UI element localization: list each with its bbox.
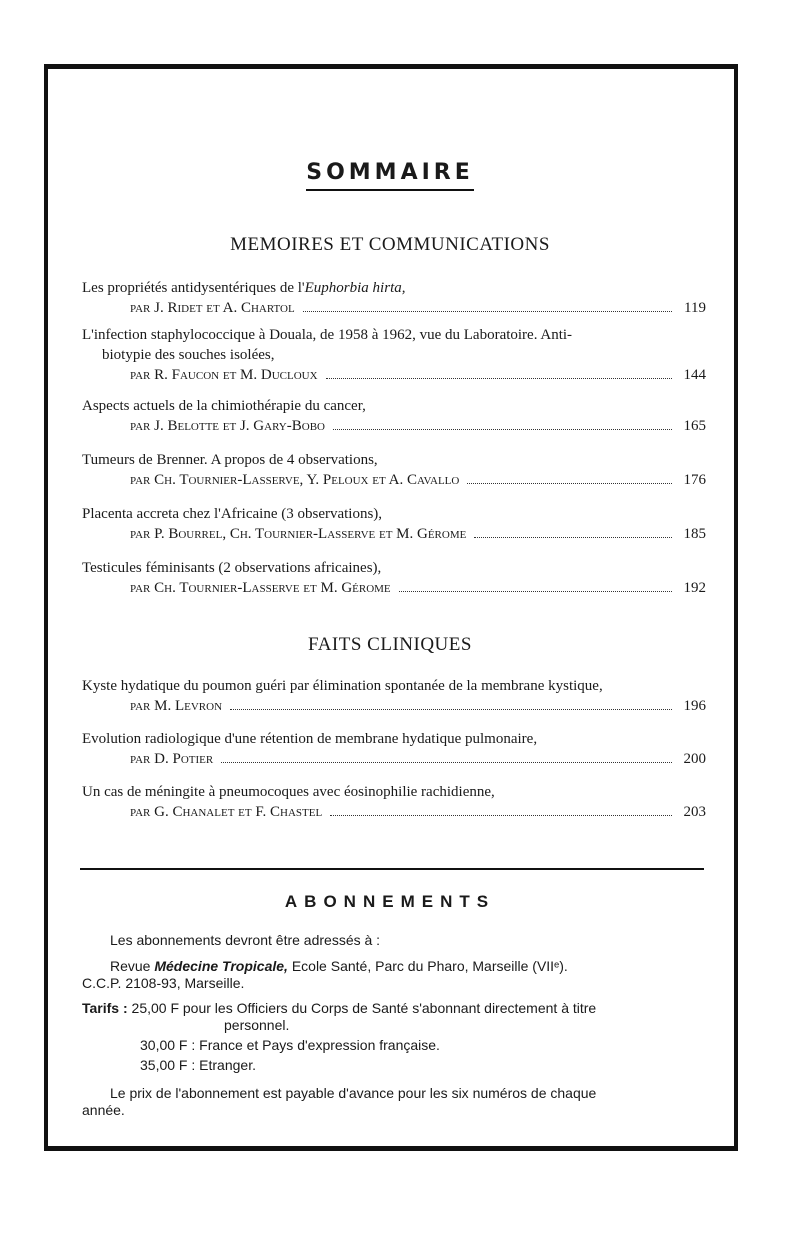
leader-dots xyxy=(230,709,672,710)
toc-entry-byline xyxy=(82,416,706,436)
toc-entry xyxy=(82,729,706,769)
toc-entry-page: 144 xyxy=(683,367,706,383)
abonnements-footer-cont: année. xyxy=(82,1102,125,1118)
toc-entry xyxy=(82,504,706,544)
abonnements-intro-text: Les abonnements devront être adressés à : xyxy=(110,932,381,948)
toc-entry-authors: par Ch. Tournier-Lasserve et M. Gérome xyxy=(130,580,391,596)
toc-entry-authors: par G. Chanalet et F. Chastel xyxy=(130,804,323,820)
toc-entry-authors: par D. Potier xyxy=(130,751,214,767)
tarif-line-1-cont: personnel. xyxy=(224,1017,290,1033)
leader-dots xyxy=(326,378,672,379)
toc-entry xyxy=(82,676,706,716)
frame-bottom-rule xyxy=(44,1146,738,1151)
toc-entry-title: Testicules féminisants (2 observations africaines), xyxy=(82,560,382,576)
section-heading-memoires: MEMOIRES ET COMMUNICATIONS xyxy=(230,234,550,255)
toc-entry-page: 185 xyxy=(683,526,706,542)
toc-entry-title: Evolution radiologique d'une rétention de membrane hydatique pulmonaire, xyxy=(82,731,538,747)
toc-entry-page: 165 xyxy=(683,418,706,434)
section-heading-faits: FAITS CLINIQUES xyxy=(308,634,472,655)
toc-entry xyxy=(82,782,706,822)
tarif-line-2: 30,00 F : France et Pays d'expression française. xyxy=(140,1037,440,1053)
toc-entry-authors: par J. Ridet et A. Chartol xyxy=(130,300,295,316)
abonnements-footer xyxy=(82,1085,704,1119)
toc-entry-title: L'infection staphylococcique à Douala, de 1958 à 1962, vue du Laboratoire. Anti- xyxy=(82,327,573,343)
toc-entry-byline xyxy=(82,802,706,822)
toc-entry-title: Un cas de méningite à pneumocoques avec éosinophilie rachidienne, xyxy=(82,784,495,800)
toc-entry-byline xyxy=(82,696,706,716)
toc-entry-page: 203 xyxy=(683,804,706,820)
leader-dots xyxy=(474,537,672,538)
abonnements-title: ABONNEMENTS xyxy=(284,892,496,911)
toc-entry-authors: par J. Belotte et J. Gary-Bobo xyxy=(130,418,325,434)
abonnements-tarifs xyxy=(82,1000,704,1074)
toc-entry-page: 192 xyxy=(683,580,706,596)
abonnements-ccp: C.C.P. 2108-93, Marseille. xyxy=(82,975,245,991)
page-title xyxy=(0,160,780,191)
toc-entry-title-cont: biotypie des souches isolées, xyxy=(102,347,275,363)
abonnements-address-line: Revue Médecine Tropicale, Ecole Santé, Parc du Pharo, Marseille (VIIᵉ). xyxy=(110,958,568,974)
toc-entry-byline xyxy=(82,470,706,490)
toc-entry-title: Les propriétés antidysentériques de l'Euphorbia hirta, xyxy=(82,280,406,296)
tarif-line-1: Tarifs : 25,00 F pour les Officiers du Corps de Santé s'abonnant directement à titre xyxy=(82,1000,597,1016)
toc-entry-byline xyxy=(82,298,706,318)
frame-right-rule xyxy=(734,64,738,1151)
toc-entry-authors: par R. Faucon et M. Ducloux xyxy=(130,367,318,383)
leader-dots xyxy=(330,815,672,816)
abonnements-address xyxy=(82,958,704,992)
toc-entry xyxy=(82,558,706,598)
frame-top-rule xyxy=(44,64,738,69)
toc-entry-title: Kyste hydatique du poumon guéri par élimination spontanée de la membrane kystique, xyxy=(82,678,603,694)
toc-entry-authors: par Ch. Tournier-Lasserve, Y. Peloux et A. Cavallo xyxy=(130,472,460,488)
toc-entry-page: 119 xyxy=(684,300,706,316)
toc-entry-byline xyxy=(82,578,706,598)
tarif-line-3: 35,00 F : Etranger. xyxy=(140,1057,256,1073)
abonnements-footer-text: Le prix de l'abonnement est payable d'avance pour les six numéros de chaque xyxy=(110,1085,597,1101)
toc-entry-page: 200 xyxy=(683,751,706,767)
page-title-text: SOMMAIRE xyxy=(306,160,474,191)
toc-entry-byline xyxy=(82,749,706,769)
toc-entry xyxy=(82,396,706,436)
toc-entry xyxy=(82,450,706,490)
abonnements-intro xyxy=(82,932,704,949)
frame-left-rule xyxy=(44,64,48,1151)
toc-entry-title: Placenta accreta chez l'Africaine (3 observations), xyxy=(82,506,383,522)
leader-dots xyxy=(303,311,672,312)
leader-dots xyxy=(333,429,672,430)
toc-entry-authors: par M. Levron xyxy=(130,698,223,714)
toc-entry-title: Aspects actuels de la chimiothérapie du cancer, xyxy=(82,398,366,414)
toc-entry-authors: par P. Bourrel, Ch. Tournier-Lasserve et M. Gérome xyxy=(130,526,467,542)
section-divider xyxy=(80,868,704,870)
leader-dots xyxy=(399,591,672,592)
toc-entry xyxy=(82,278,706,318)
toc-entry-page: 196 xyxy=(683,698,706,714)
toc-entry-title: Tumeurs de Brenner. A propos de 4 observations, xyxy=(82,452,378,468)
leader-dots xyxy=(467,483,672,484)
leader-dots xyxy=(221,762,672,763)
toc-entry-page: 176 xyxy=(683,472,706,488)
toc-entry-byline xyxy=(82,524,706,544)
toc-entry-byline xyxy=(82,365,706,385)
toc-entry xyxy=(82,325,706,385)
